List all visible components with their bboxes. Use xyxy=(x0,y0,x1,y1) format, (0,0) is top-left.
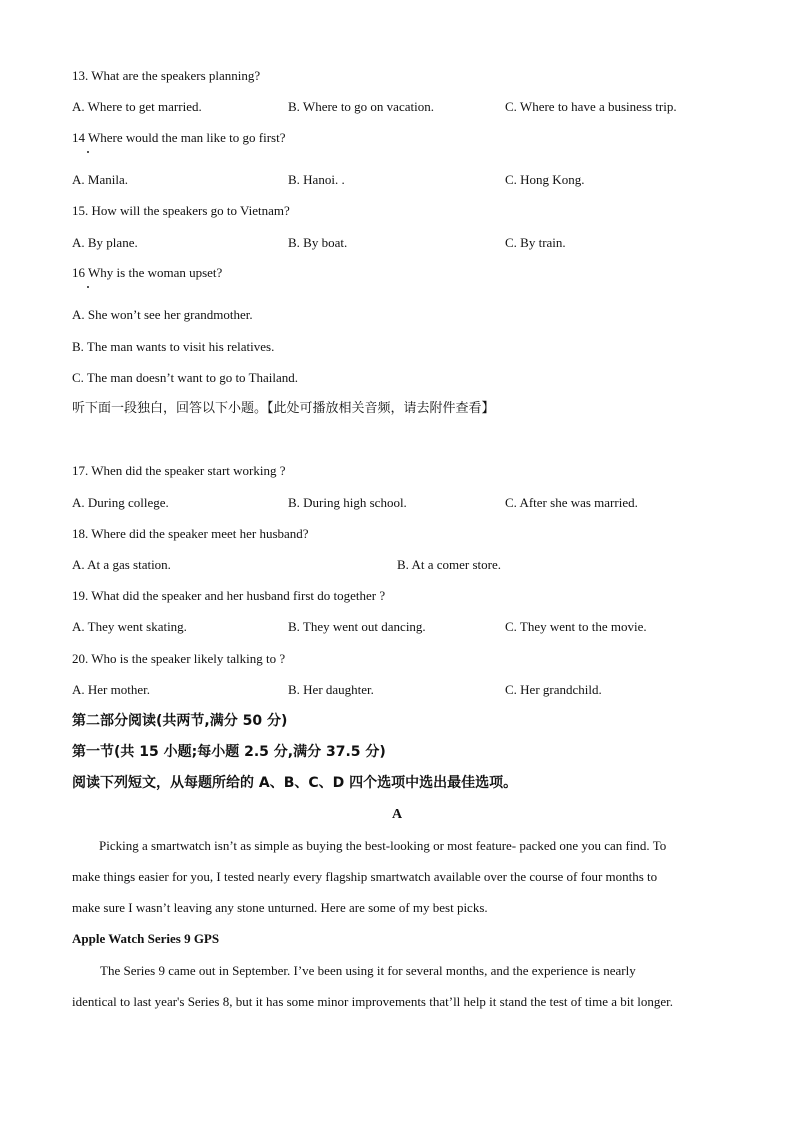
part-2-title: 第二部分阅读(共两节,满分 50 分) xyxy=(72,713,288,729)
question-16-option-c: C. The man doesn’t want to go to Thailand. xyxy=(72,370,299,385)
passage-subheading: Apple Watch Series 9 GPS xyxy=(72,931,220,946)
stray-dot-mark xyxy=(87,286,89,288)
passage-p2-line2: identical to last year's Series 8, but it has some minor improvements that’ll help it stand the test of time a bit longer. xyxy=(72,994,673,1009)
passage-p1-line2: make things easier for you, I tested nearly every flagship smartwatch available over the course of four months to xyxy=(72,869,658,884)
passage-p1-line1: Picking a smartwatch isn’t as simple as buying the best-looking or most feature- packed one you can find. To xyxy=(99,838,667,853)
question-14-option-b: B. Hanoi. . xyxy=(288,172,345,187)
question-13-option-a: A. Where to get married. xyxy=(72,99,202,114)
stray-dot-mark xyxy=(87,151,89,153)
question-14-option-a: A. Manila. xyxy=(72,172,128,187)
question-16-option-a: A. She won’t see her grandmother. xyxy=(72,307,253,322)
question-19-option-c: C. They went to the movie. xyxy=(505,619,647,634)
question-18-option-a: A. At a gas station. xyxy=(72,557,171,572)
question-16-stem: 16 Why is the woman upset? xyxy=(72,265,223,280)
question-19-option-b: B. They went out dancing. xyxy=(288,619,426,634)
question-15-stem: 15. How will the speakers go to Vietnam? xyxy=(72,203,290,218)
question-17-option-c: C. After she was married. xyxy=(505,495,638,510)
question-18-option-b: B. At a comer store. xyxy=(397,557,501,572)
question-17-option-b: B. During high school. xyxy=(288,495,407,510)
passage-p1-line3: make sure I wasn’t leaving any stone unturned. Here are some of my best picks. xyxy=(72,900,488,915)
question-18-stem: 18. Where did the speaker meet her husband? xyxy=(72,526,309,541)
monologue-instruction: 听下面一段独白，回答以下小题。【此处可播放相关音频，请去附件查看】 xyxy=(72,401,495,416)
question-13-stem: 13. What are the speakers planning? xyxy=(72,68,261,83)
question-14-option-c: C. Hong Kong. xyxy=(505,172,585,187)
question-20-stem: 20. Who is the speaker likely talking to ? xyxy=(72,651,286,666)
question-19-stem: 19. What did the speaker and her husband first do together ? xyxy=(72,588,386,603)
section-1-title: 第一节(共 15 小题;每小题 2.5 分,满分 37.5 分) xyxy=(72,744,386,760)
question-17-option-a: A. During college. xyxy=(72,495,169,510)
question-13-option-b: B. Where to go on vacation. xyxy=(288,99,434,114)
question-13-option-c: C. Where to have a business trip. xyxy=(505,99,677,114)
question-16-option-b: B. The man wants to visit his relatives. xyxy=(72,339,275,354)
question-19-option-a: A. They went skating. xyxy=(72,619,187,634)
question-20-option-a: A. Her mother. xyxy=(72,682,150,697)
question-20-option-b: B. Her daughter. xyxy=(288,682,374,697)
question-15-option-c: C. By train. xyxy=(505,235,566,250)
passage-p2-line1: The Series 9 came out in September. I’ve been using it for several months, and the experience is nearly xyxy=(100,963,636,978)
question-15-option-b: B. By boat. xyxy=(288,235,348,250)
question-17-stem: 17. When did the speaker start working ? xyxy=(72,463,286,478)
passage-letter: A xyxy=(391,807,403,822)
question-15-option-a: A. By plane. xyxy=(72,235,138,250)
reading-instruction: 阅读下列短文，从每题所给的 A、B、C、D 四个选项中选出最佳选项。 xyxy=(72,775,518,791)
question-14-stem: 14 Where would the man like to go first? xyxy=(72,130,286,145)
question-20-option-c: C. Her grandchild. xyxy=(505,682,602,697)
